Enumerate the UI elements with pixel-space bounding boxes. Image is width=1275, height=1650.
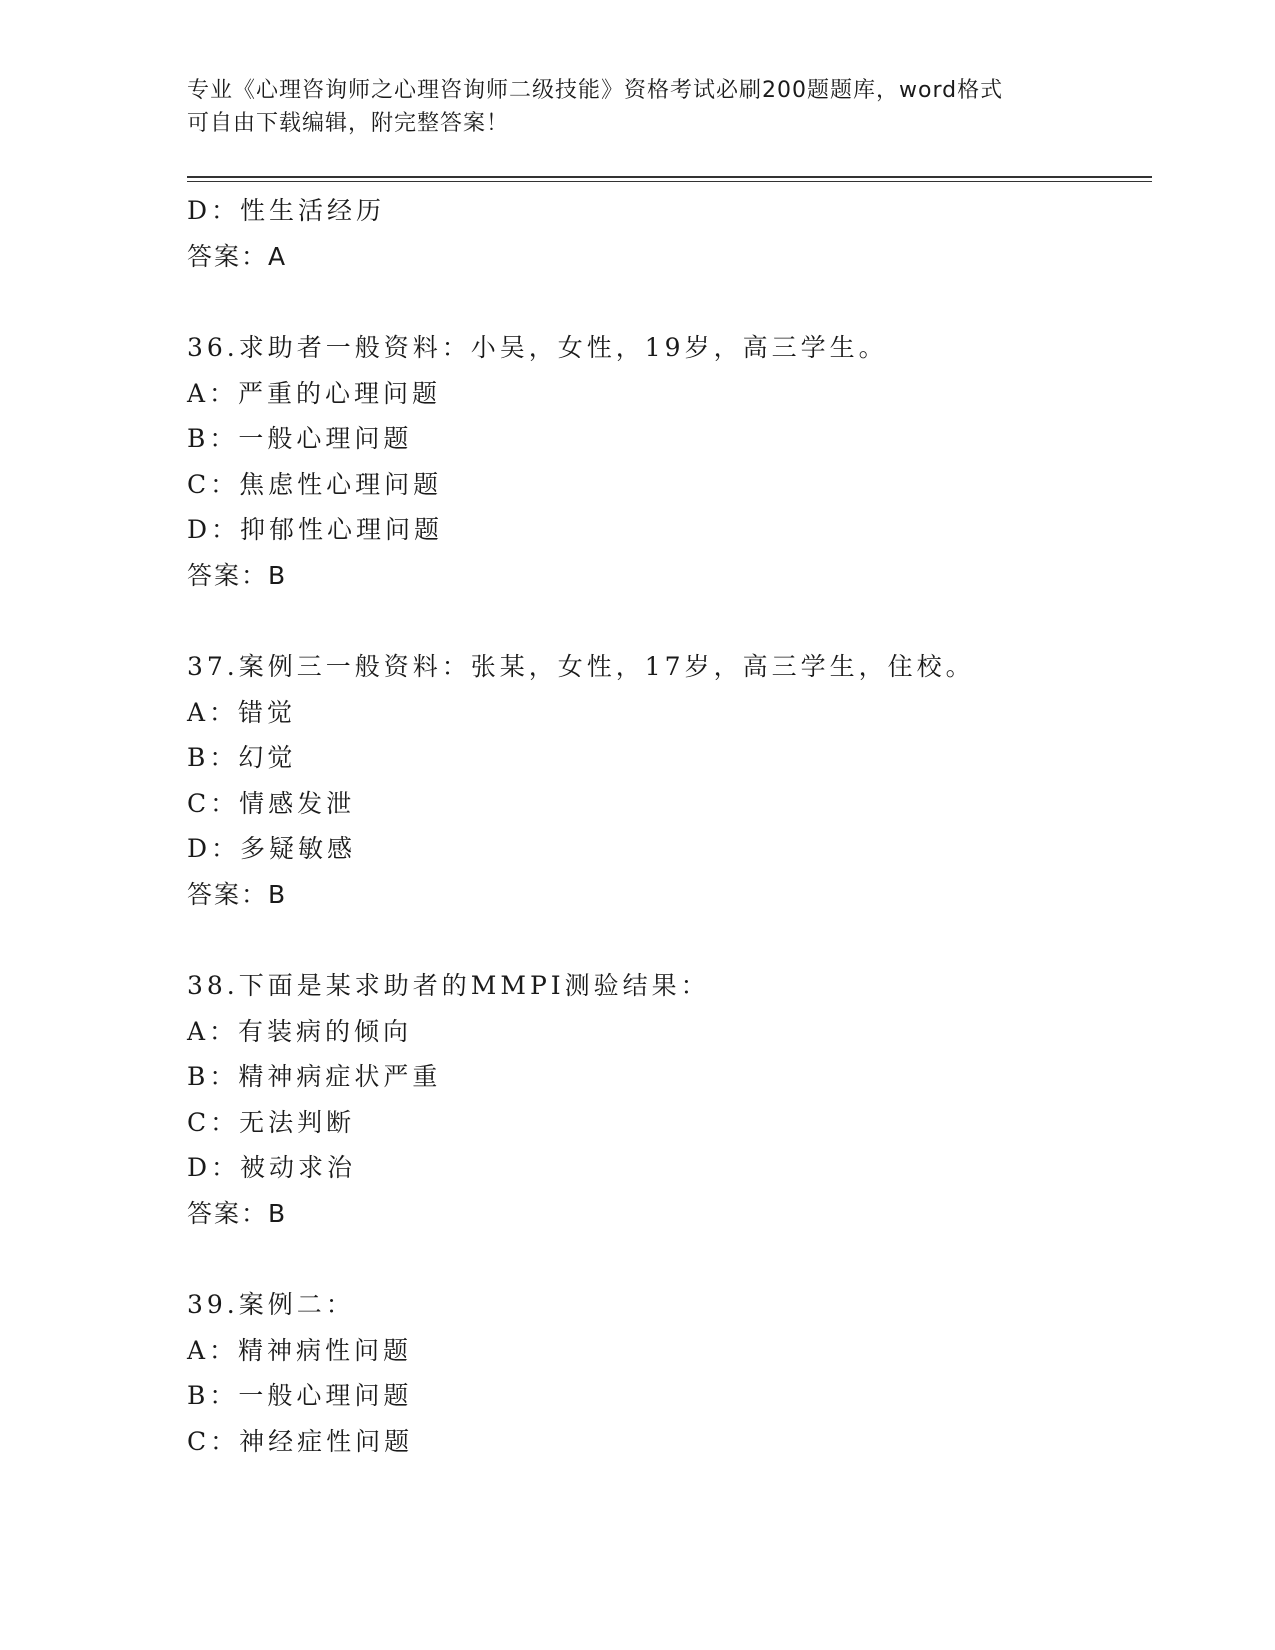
question-stem: 39.案例二： xyxy=(187,1290,355,1319)
option-d: D：被动求治 xyxy=(187,1153,357,1182)
question-37 xyxy=(187,644,1147,917)
option-b: B：精神病症状严重 xyxy=(187,1062,442,1091)
question-stem: 38.下面是某求助者的MMPI测验结果： xyxy=(187,971,710,1000)
question-36 xyxy=(187,325,1147,598)
option-b: B：一般心理问题 xyxy=(187,1381,413,1410)
answer: 答案：A xyxy=(187,241,288,271)
option-a: A：错觉 xyxy=(187,697,297,727)
spacer xyxy=(187,279,1147,325)
option-c: C：焦虑性心理问题 xyxy=(187,469,443,499)
option-c: C：神经症性问题 xyxy=(187,1426,414,1456)
answer: 答案：B xyxy=(187,1198,288,1228)
question-stem: 37.案例三一般资料：张某，女性，17岁，高三学生，住校。 xyxy=(187,652,975,681)
option-b: B：一般心理问题 xyxy=(187,424,413,453)
question-stem: 36.求助者一般资料：小吴，女性，19岁，高三学生。 xyxy=(187,333,888,362)
option-d: D：多疑敏感 xyxy=(187,834,357,863)
option-a: A：有装病的倾向 xyxy=(187,1016,413,1046)
header-line-2: 可自由下载编辑，附完整答案！ xyxy=(187,111,510,136)
option-d: D：抑郁性心理问题 xyxy=(187,515,444,544)
question-39 xyxy=(187,1282,1147,1464)
option-c: C：无法判断 xyxy=(187,1107,356,1137)
option-d: D：性生活经历 xyxy=(187,196,386,225)
header-rule-thin xyxy=(187,181,1152,182)
spacer xyxy=(187,598,1147,644)
document-header xyxy=(187,74,1067,140)
answer: 答案：B xyxy=(187,879,288,909)
document-body xyxy=(187,188,1147,1464)
header-line-1: 专业《心理咨询师之心理咨询师二级技能》资格考试必刷200题题库，word格式 xyxy=(187,78,1004,103)
option-a: A：严重的心理问题 xyxy=(187,378,442,408)
answer: 答案：B xyxy=(187,560,288,590)
option-b: B：幻觉 xyxy=(187,743,297,772)
question-38 xyxy=(187,963,1147,1236)
option-c: C：情感发泄 xyxy=(187,788,356,818)
spacer xyxy=(187,917,1147,963)
header-rule-thick xyxy=(187,176,1152,178)
option-a: A：精神病性问题 xyxy=(187,1335,413,1365)
spacer xyxy=(187,1236,1147,1282)
